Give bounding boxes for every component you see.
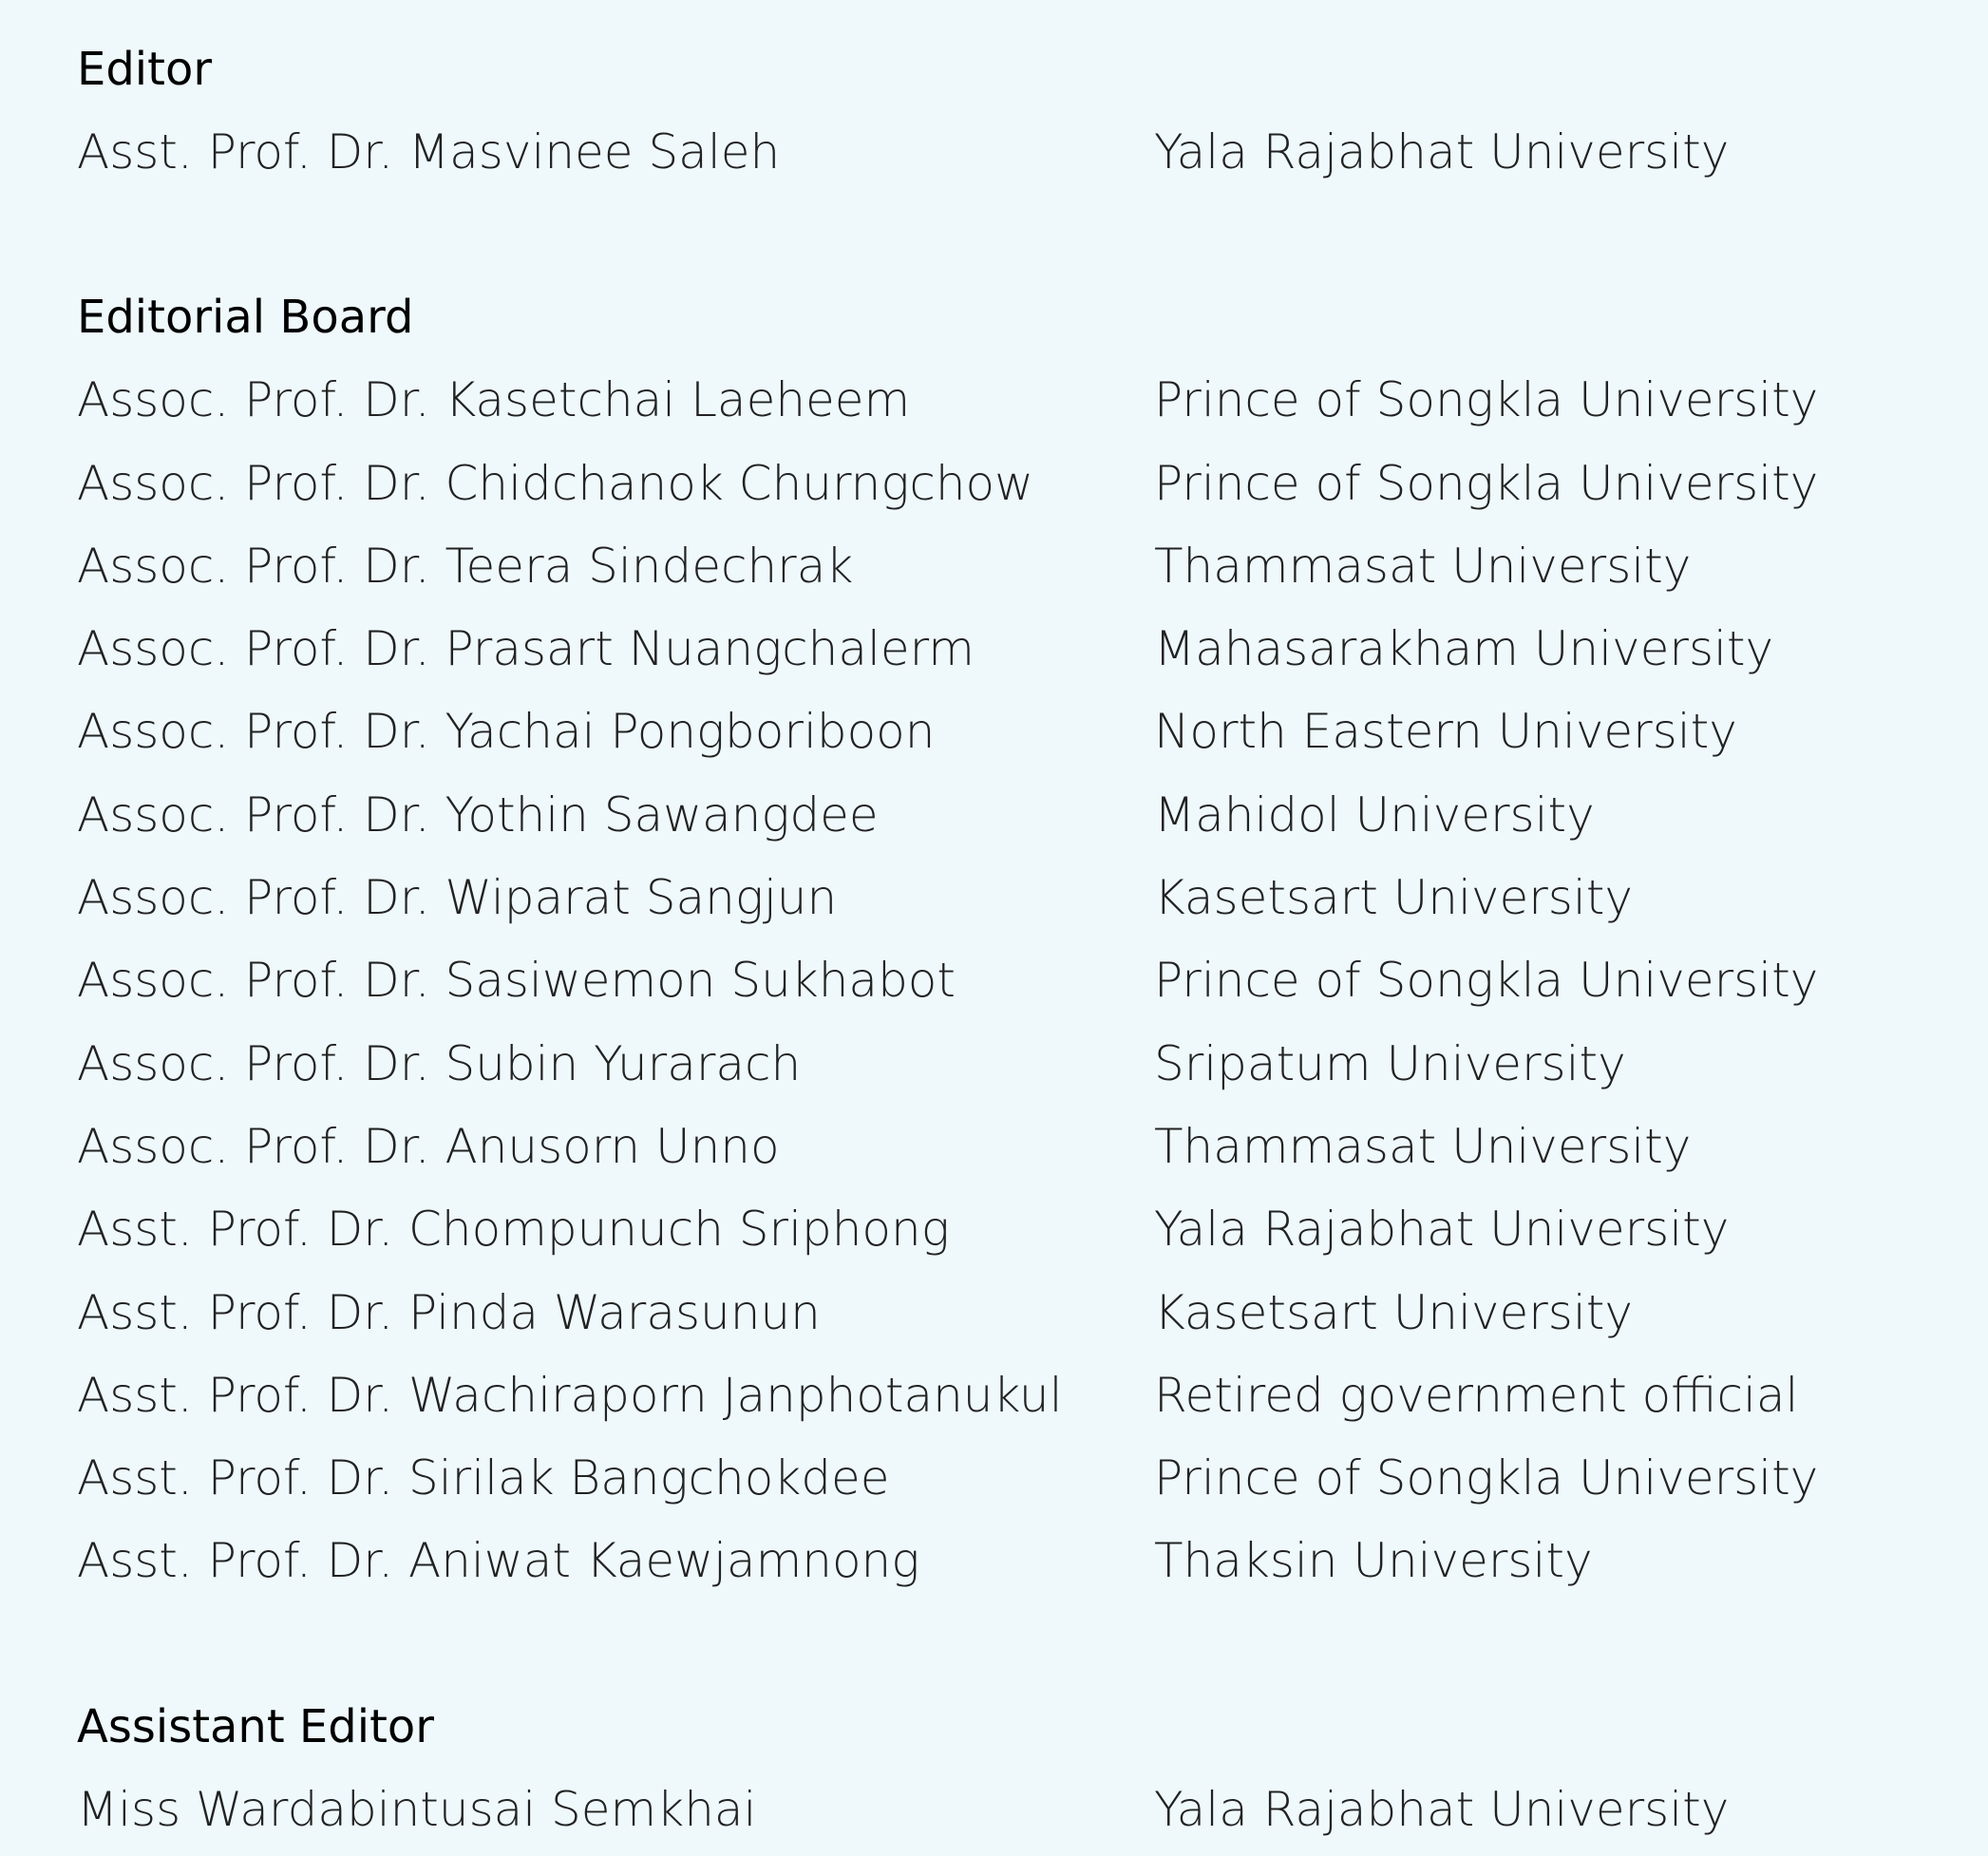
member-affiliation: Prince of Songkla University <box>1154 372 1819 428</box>
member-name: Assoc. Prof. Dr. Yachai Pongboriboon <box>77 704 936 760</box>
editor-section <box>77 28 1939 194</box>
member-affiliation: Kasetsart University <box>1154 870 1633 926</box>
member-affiliation: Yala Rajabhat University <box>1154 1781 1730 1837</box>
board-member-row <box>77 1188 1939 1271</box>
member-affiliation: Prince of Songkla University <box>1154 455 1819 511</box>
member-affiliation: Thammasat University <box>1154 538 1692 594</box>
board-member-row <box>77 1106 1939 1188</box>
board-member-row <box>77 1272 1939 1354</box>
member-name: Assoc. Prof. Dr. Anusorn Unno <box>77 1118 780 1174</box>
board-member-row <box>77 1520 1939 1602</box>
editorial-page <box>77 0 1939 1851</box>
member-name: Asst. Prof. Dr. Masvinee Saleh <box>77 124 781 180</box>
member-name: Assoc. Prof. Dr. Subin Yurarach <box>77 1035 802 1091</box>
board-member-row <box>77 857 1939 939</box>
member-affiliation: Mahasarakham University <box>1154 621 1774 677</box>
member-name: Assoc. Prof. Dr. Kasetchai Laeheem <box>77 372 911 428</box>
member-affiliation: North Eastern University <box>1154 704 1737 760</box>
board-member-row <box>77 359 1939 442</box>
member-name: Miss Wardabintusai Semkhai <box>77 1781 757 1837</box>
editor-heading: Editor <box>77 43 213 96</box>
member-name: Asst. Prof. Dr. Pinda Warasunun <box>77 1284 821 1340</box>
member-name: Assoc. Prof. Dr. Sasiwemon Sukhabot <box>77 953 956 1009</box>
assistant-editor-heading: Assistant Editor <box>77 1699 434 1753</box>
member-affiliation: Sripatum University <box>1154 1035 1626 1091</box>
member-name: Asst. Prof. Dr. Aniwat Kaewjamnong <box>77 1533 920 1589</box>
board-member-row <box>77 774 1939 857</box>
member-name: Asst. Prof. Dr. Sirilak Bangchokdee <box>77 1450 890 1506</box>
board-member-row <box>77 1437 1939 1520</box>
board-member-row <box>77 691 1939 773</box>
member-name: Assoc. Prof. Dr. Yothin Sawangdee <box>77 786 879 843</box>
board-member-row <box>77 939 1939 1022</box>
member-affiliation: Retired government official <box>1154 1367 1799 1423</box>
board-member-row <box>77 608 1939 691</box>
member-name: Assoc. Prof. Dr. Chidchanok Churngchow <box>77 455 1034 511</box>
assistant-editor-section <box>77 1686 1939 1851</box>
editorial-board-section <box>77 276 1939 1602</box>
member-affiliation: Yala Rajabhat University <box>1154 1202 1730 1258</box>
member-affiliation: Yala Rajabhat University <box>1154 124 1730 180</box>
member-affiliation: Kasetsart University <box>1154 1284 1633 1340</box>
board-member-row <box>77 1354 1939 1437</box>
member-name: Assoc. Prof. Dr. Wiparat Sangjun <box>77 870 838 926</box>
member-affiliation: Mahidol University <box>1154 786 1595 843</box>
board-member-row <box>77 1023 1939 1106</box>
member-affiliation: Prince of Songkla University <box>1154 1450 1819 1506</box>
member-affiliation: Thammasat University <box>1154 1118 1692 1174</box>
member-affiliation: Prince of Songkla University <box>1154 953 1819 1009</box>
member-name: Assoc. Prof. Dr. Prasart Nuangchalerm <box>77 621 975 677</box>
assistant-editor-member-row <box>77 1769 1939 1851</box>
board-member-row <box>77 443 1939 525</box>
editor-member-row <box>77 111 1939 194</box>
board-member-row <box>77 525 1939 608</box>
editorial-board-heading: Editorial Board <box>77 291 414 345</box>
member-name: Asst. Prof. Dr. Wachiraporn Janphotanukul <box>77 1367 1063 1423</box>
member-name: Asst. Prof. Dr. Chompunuch Sriphong <box>77 1202 950 1258</box>
member-affiliation: Thaksin University <box>1154 1533 1593 1589</box>
member-name: Assoc. Prof. Dr. Teera Sindechrak <box>77 538 854 594</box>
